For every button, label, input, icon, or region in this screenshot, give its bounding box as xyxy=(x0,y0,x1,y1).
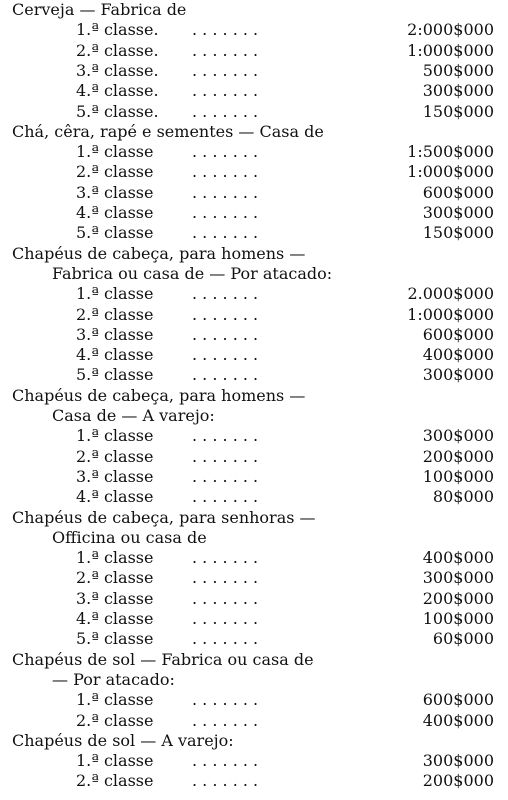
class-label: 5.ª classe xyxy=(76,223,154,243)
section-heading: Chapéus de sol — Fabrica ou casa de xyxy=(12,649,314,669)
dot-leader: . . . . . . . xyxy=(192,223,259,243)
dot-leader: . . . . . . . xyxy=(192,426,259,446)
dot-leader: . . . . . . . xyxy=(192,182,259,202)
class-label: 4.ª classe xyxy=(76,203,154,222)
class-label: 2.ª classe xyxy=(76,568,154,588)
class-label: 3.ª classe xyxy=(76,588,154,608)
class-label: 1.ª classe xyxy=(76,751,154,771)
class-label: 1.ª classe xyxy=(76,284,154,304)
tariff-row xyxy=(0,609,508,629)
amount-value: 400$000 xyxy=(422,345,494,365)
dot-leader: . . . . . . . xyxy=(192,101,259,121)
dot-leader: . . . . . . . xyxy=(192,142,259,162)
section-heading: Chá, cêra, rapé e sementes — Casa de xyxy=(12,121,324,141)
section-heading: Officina ou casa de xyxy=(52,527,207,547)
amount-value: 600$000 xyxy=(422,182,494,202)
amount-value: 300$000 xyxy=(422,426,494,446)
tariff-row xyxy=(0,345,508,365)
section-heading: Chapéus de cabeça, para homens — xyxy=(12,243,306,263)
tariff-row xyxy=(0,548,508,568)
tariff-row xyxy=(0,426,508,446)
class-label: 1.ª classe xyxy=(76,426,154,446)
amount-value: 100$000 xyxy=(422,466,494,486)
amount-value: 2.000$000 xyxy=(407,284,494,304)
class-label: 4.ª classe. xyxy=(76,81,159,101)
section-heading: — Por atacado: xyxy=(52,669,175,689)
dot-leader: . . . . . . . xyxy=(192,203,259,222)
amount-value: 300$000 xyxy=(422,751,494,771)
dot-leader: . . . . . . . xyxy=(192,40,259,60)
class-label: 1.ª classe xyxy=(76,142,154,162)
dot-leader: . . . . . . . xyxy=(192,162,259,182)
tariff-row xyxy=(0,629,508,649)
class-label: 2.ª classe. xyxy=(76,40,159,60)
tariff-row xyxy=(0,102,508,122)
class-label: 3.ª classe xyxy=(76,324,154,344)
amount-value: 200$000 xyxy=(422,588,494,608)
class-label: 4.ª classe xyxy=(76,487,154,507)
class-label: 1.ª classe. xyxy=(76,20,159,40)
dot-leader: . . . . . . . xyxy=(192,304,259,324)
tariff-row xyxy=(0,325,508,345)
amount-value: 150$000 xyxy=(422,223,494,243)
tariff-row xyxy=(0,142,508,162)
class-label: 2.ª classe xyxy=(76,162,154,182)
class-label: 1.ª classe xyxy=(76,690,154,710)
tariff-row xyxy=(0,41,508,61)
section-heading: Cerveja — Fabrica de xyxy=(12,0,187,19)
class-label: 5.ª classe xyxy=(76,365,154,385)
dot-leader: . . . . . . . xyxy=(192,771,259,791)
dot-leader: . . . . . . . xyxy=(192,609,259,628)
tariff-row xyxy=(0,751,508,771)
dot-leader: . . . . . . . xyxy=(192,284,259,304)
class-label: 2.ª classe xyxy=(76,446,154,466)
amount-value: 60$000 xyxy=(432,629,494,649)
dot-leader: . . . . . . . xyxy=(192,548,259,568)
amount-value: 600$000 xyxy=(422,690,494,710)
dot-leader: . . . . . . . xyxy=(192,568,259,588)
amount-value: 100$000 xyxy=(422,609,494,628)
amount-value: 300$000 xyxy=(422,81,494,101)
amount-value: 2:000$000 xyxy=(407,20,494,40)
tariff-row xyxy=(0,771,508,791)
amount-value: 80$000 xyxy=(432,487,494,507)
amount-value: 300$000 xyxy=(422,365,494,385)
tariff-row xyxy=(0,223,508,243)
section-heading: Casa de — A varejo: xyxy=(52,406,215,425)
amount-value: 200$000 xyxy=(422,771,494,791)
tariff-row xyxy=(0,711,508,731)
dot-leader: . . . . . . . xyxy=(192,60,259,80)
class-label: 2.ª classe xyxy=(76,771,154,791)
dot-leader: . . . . . . . xyxy=(192,629,259,649)
tariff-row xyxy=(0,365,508,385)
amount-value: 400$000 xyxy=(422,548,494,568)
amount-value: 300$000 xyxy=(422,203,494,222)
class-label: 2.ª classe xyxy=(76,710,154,730)
dot-leader: . . . . . . . xyxy=(192,588,259,608)
section-heading: Chapéus de sol — A varejo: xyxy=(12,730,234,750)
amount-value: 400$000 xyxy=(422,710,494,730)
dot-leader: . . . . . . . xyxy=(192,466,259,486)
tariff-row xyxy=(0,487,508,507)
tariff-row xyxy=(0,203,508,223)
tariff-row xyxy=(0,61,508,81)
dot-leader: . . . . . . . xyxy=(192,345,259,365)
tariff-row xyxy=(0,183,508,203)
tariff-row xyxy=(0,447,508,467)
class-label: 5.ª classe xyxy=(76,629,154,649)
class-label: 3.ª classe xyxy=(76,466,154,486)
dot-leader: . . . . . . . xyxy=(192,690,259,710)
tariff-row xyxy=(0,81,508,101)
amount-value: 1:500$000 xyxy=(407,142,494,162)
tariff-row xyxy=(0,467,508,487)
amount-value: 1:000$000 xyxy=(407,162,494,182)
class-label: 3.ª classe. xyxy=(76,60,159,80)
class-label: 3.ª classe xyxy=(76,182,154,202)
tariff-row xyxy=(0,589,508,609)
dot-leader: . . . . . . . xyxy=(192,20,259,40)
amount-value: 150$000 xyxy=(422,101,494,121)
tariff-row xyxy=(0,568,508,588)
section-heading: Chapéus de cabeça, para homens — xyxy=(12,385,306,405)
dot-leader: . . . . . . . xyxy=(192,324,259,344)
section-heading: Chapéus de cabeça, para senhoras — xyxy=(12,507,316,527)
dot-leader: . . . . . . . xyxy=(192,446,259,466)
amount-value: 300$000 xyxy=(422,568,494,588)
amount-value: 1:000$000 xyxy=(407,40,494,60)
dot-leader: . . . . . . . xyxy=(192,365,259,385)
class-label: 5.ª classe. xyxy=(76,101,159,121)
tariff-row xyxy=(0,20,508,40)
dot-leader: . . . . . . . xyxy=(192,487,259,507)
amount-value: 500$000 xyxy=(422,60,494,80)
class-label: 1.ª classe xyxy=(76,548,154,568)
section-heading: Fabrica ou casa de — Por atacado: xyxy=(52,263,333,283)
class-label: 4.ª classe xyxy=(76,609,154,628)
amount-value: 600$000 xyxy=(422,324,494,344)
dot-leader: . . . . . . . xyxy=(192,751,259,771)
dot-leader: . . . . . . . xyxy=(192,81,259,101)
amount-value: 200$000 xyxy=(422,446,494,466)
dot-leader: . . . . . . . xyxy=(192,710,259,730)
class-label: 2.ª classe xyxy=(76,304,154,324)
tariff-row xyxy=(0,690,508,710)
tariff-row xyxy=(0,162,508,182)
tariff-row xyxy=(0,284,508,304)
amount-value: 1:000$000 xyxy=(407,304,494,324)
tariff-row xyxy=(0,305,508,325)
class-label: 4.ª classe xyxy=(76,345,154,365)
